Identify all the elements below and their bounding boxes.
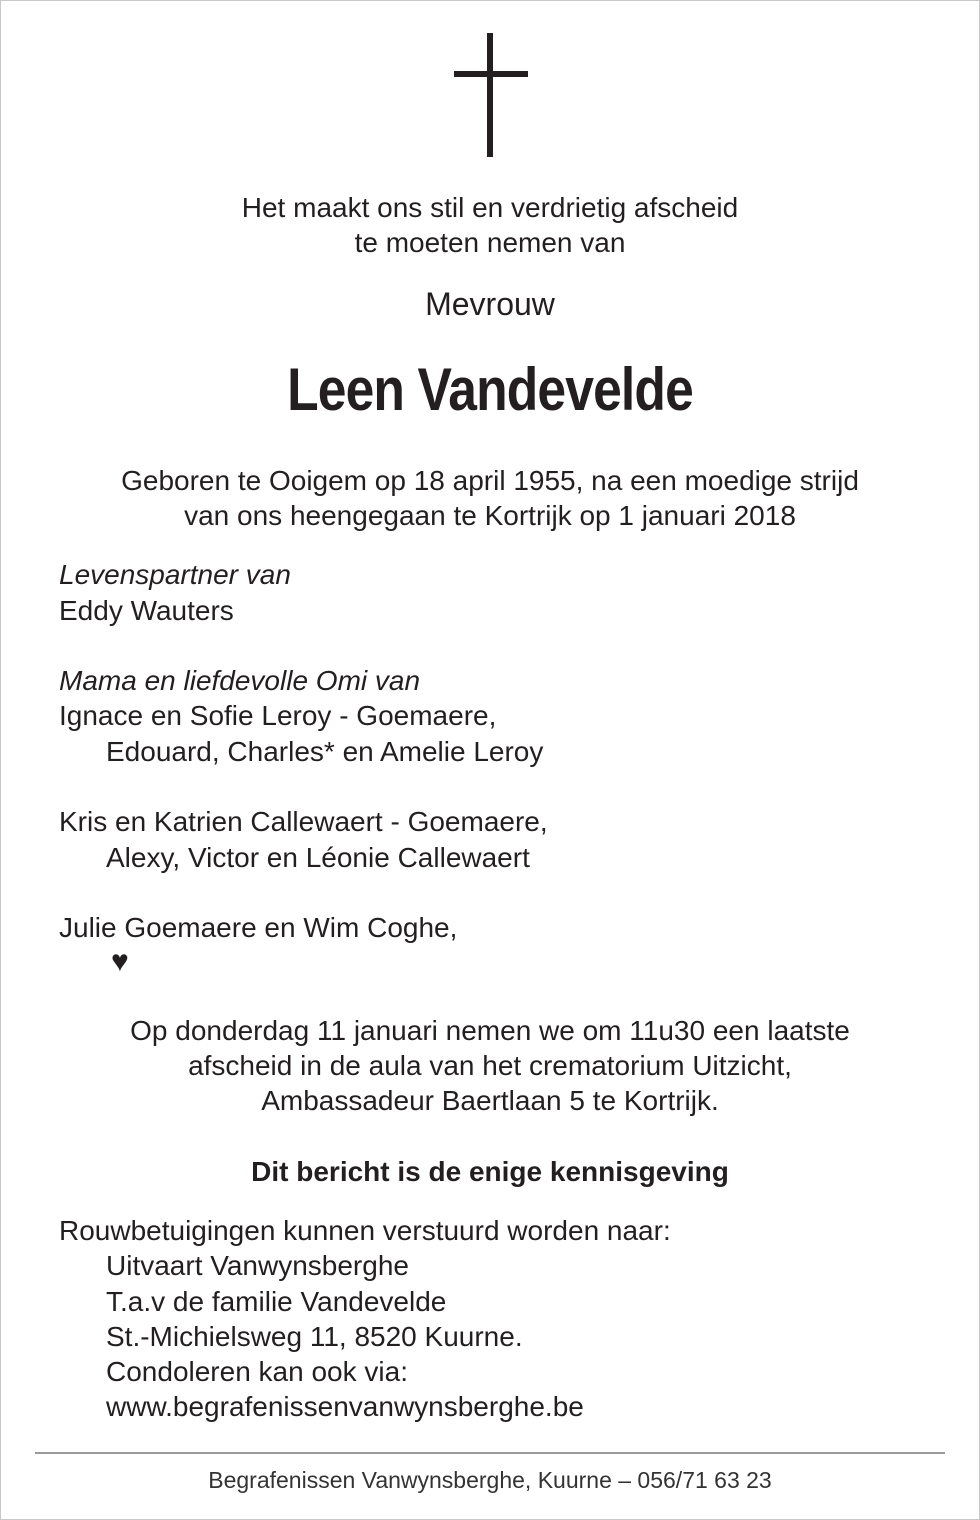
family-group1-children: Edouard, Charles* en Amelie Leroy (106, 736, 544, 767)
notice: Dit bericht is de enige kennisgeving (251, 1156, 729, 1187)
deceased-name: Leen Vandevelde (287, 356, 693, 423)
birth-death-text (0, 463, 980, 533)
condolences-line-2: T.a.v de familie Vandevelde (106, 1286, 447, 1317)
ceremony-line-2: afscheid in de aula van het crematorium Uitzicht, (188, 1050, 792, 1081)
family-group3-parents: Julie Goemaere en Wim Coghe, (59, 912, 458, 943)
intro-line-2: te moeten nemen van (354, 227, 626, 258)
born-line-2: van ons heengegaan te Kortrijk op 1 januari 2018 (184, 500, 796, 531)
ceremony-text (0, 1013, 980, 1118)
family-group2-parents: Kris en Katrien Callewaert - Goemaere, (59, 806, 548, 837)
title: Mevrouw (425, 286, 555, 322)
born-line-1: Geboren te Ooigem op 18 april 1955, na een moedige strijd (121, 465, 859, 496)
footer-text: Begrafenissen Vanwynsberghe, Kuurne – 056/71 63 23 (208, 1467, 772, 1493)
intro-line-1: Het maakt ons stil en verdrietig afscheid (241, 192, 739, 223)
footer-divider (35, 1452, 945, 1454)
partner-name: Eddy Wauters (59, 595, 234, 626)
family-label: Mama en liefdevolle Omi van (59, 665, 421, 696)
intro-text (0, 190, 980, 260)
ceremony-line-3: Ambassadeur Baertlaan 5 te Kortrijk. (261, 1085, 719, 1116)
latin-cross-icon (450, 33, 530, 159)
condolences-line-4: Condoleren kan ook via: (106, 1356, 408, 1387)
condolences-line-1: Uitvaart Vanwynsberghe (106, 1250, 409, 1281)
partner-label: Levenspartner van (59, 559, 291, 590)
family-group1-parents: Ignace en Sofie Leroy - Goemaere, (59, 700, 497, 731)
condolences-website-link[interactable]: www.begrafenissenvanwynsberghe.be (106, 1391, 584, 1422)
heart-icon: ♥ (111, 945, 129, 978)
family-group2-children: Alexy, Victor en Léonie Callewaert (106, 842, 530, 873)
ceremony-line-1: Op donderdag 11 januari nemen we om 11u30 een laatste (130, 1015, 850, 1046)
condolences-line-3: St.-Michielsweg 11, 8520 Kuurne. (106, 1321, 523, 1352)
condolences-label: Rouwbetuigingen kunnen verstuurd worden naar: (59, 1215, 671, 1246)
